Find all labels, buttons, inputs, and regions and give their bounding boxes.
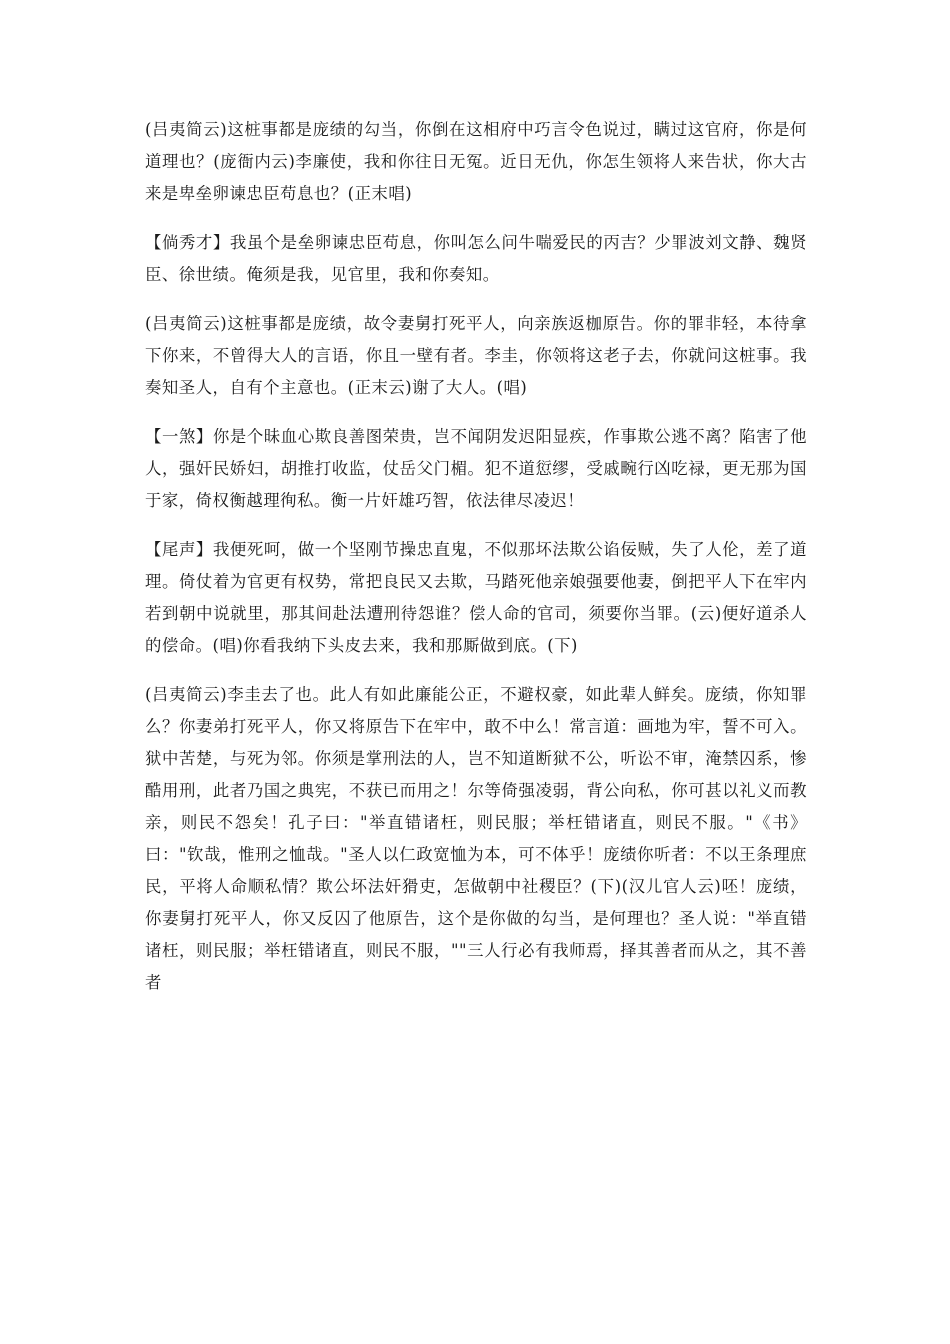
paragraph-tang-xiucai: 【倘秀才】我虽个是垒卵谏忠臣苟息，你叫怎么问牛喘爱民的丙吉？少罪波刘文静、魏贤臣、徐世绩。俺须是我，见官里，我和你奏知。 (145, 233, 807, 284)
paragraph-wei-sheng: 【尾声】我便死呵，做一个坚刚节操忠直鬼，不似那坏法欺公谄佞贼，失了人伦，差了道理。倚仗着为官更有权势，常把良民又去欺，马踏死他亲娘强要他妻，倒把平人下在牢内若到朝中说就里，那其间赴法遭刑待怨谁？偿人命的官司，须要你当罪。(云)便好道杀人的偿命。(唱)你看我纳下头皮去来，我和那厮做到底。(下) (145, 540, 807, 655)
paragraph-yi-sha: 【一煞】你是个昧血心欺良善图荣贵，岂不闻阴发迟阳显疾，作事欺公逃不离？陷害了他人，强奸民娇妇，胡推打收监，仗岳父门楣。犯不道愆缪，受戚畹行凶吃禄，更无那为国于家，倚权衡越理徇私。衡一片奸雄巧智，依法律尽凌迟！ (145, 427, 807, 510)
paragraph-lv-yijian-3: (吕夷简云)李圭去了也。此人有如此廉能公正，不避权豪，如此辈人鲜矣。庞绩，你知罪么？你妻弟打死平人，你又将原告下在牢中，敢不中么！常言道：画地为牢，誓不可入。狱中苦楚，与死为邻。你须是掌刑法的人，岂不知道断狱不公，听讼不审，淹禁囚系，惨酷用刑，此者乃国之典宪，不获已而用之！尔等倚强凌弱，背公向私，你可甚以礼义而教亲，则民不怨矣！孔子曰："举直错诸枉，则民服；举枉错诸直，则民不服。"《书》曰："钦哉，惟刑之恤哉。"圣人以仁政宽恤为本，可不体乎！庞绩你听者：不以王条理庶民，平将人命顺私情？欺公坏法奸猾吏，怎做朝中社稷臣？(下)(汉儿官人云)呸！庞绩，你妻舅打死平人，你又反囚了他原告，这个是你做的勾当，是何理也？圣人说："举直错诸枉，则民服；举枉错诸直，则民不服，""三人行必有我师焉，择其善者而从之，其不善者 (145, 685, 807, 992)
paragraph-lv-yijian-2: (吕夷简云)这桩事都是庞绩，故令妻舅打死平人，向亲族返枷原告。你的罪非轻，本待拿下你来，不曾得大人的言语，你且一壁有者。李圭，你领将这老子去，你就问这桩事。我奏知圣人，自有个主意也。(正末云)谢了大人。(唱) (145, 314, 807, 397)
document-page (145, 114, 807, 1016)
paragraph-lv-yijian-1: (吕夷简云)这桩事都是庞绩的勾当，你倒在这相府中巧言令色说过，瞒过这官府，你是何道理也？(庞衙内云)李廉使，我和你往日无冤。近日无仇，你怎生领将人来告状，你大古来是卑垒卵谏忠臣苟息也？(正末唱) (145, 120, 807, 203)
